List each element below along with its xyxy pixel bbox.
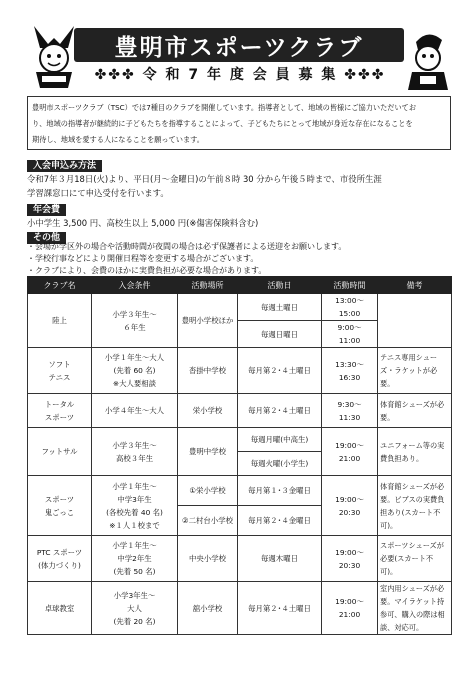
club-time: 13:00～ 15:00 — [322, 294, 378, 321]
table-header-row — [28, 277, 452, 294]
club-place: 豊明小学校ほか — [178, 294, 238, 348]
other-section-label: その他 — [27, 232, 66, 244]
club-condition: 小学3年生～ 大人 (先着 20 名) — [92, 582, 178, 635]
club-note — [378, 294, 452, 348]
samurai-helmet-mascot-icon — [28, 22, 80, 90]
other-line: ・クラブにより、会費のほかに実費負担が必要な場合があります。 — [27, 266, 267, 275]
club-condition: 小学３年生～ ６年生 — [92, 294, 178, 348]
club-note: ユニフォーム等の実費負担あり。 — [378, 428, 452, 476]
fee-line: 小中学生 3,500 円、高校生以上 5,000 円(※傷害保険料含む) — [27, 218, 259, 228]
club-condition: 小学４年生～大人 — [92, 394, 178, 428]
club-note: テニス専用シューズ・ラケットが必要。 — [378, 348, 452, 394]
club-day: 毎週月曜(中高生) — [238, 428, 322, 452]
club-day: 毎週火曜(小学生) — [238, 452, 322, 476]
club-place: ②二村台小学校 — [178, 506, 238, 536]
club-place: 豊明中学校 — [178, 428, 238, 476]
club-name: ソフト テニス — [28, 348, 92, 394]
col-header: クラブ名 — [28, 277, 92, 294]
club-place: 栄小学校 — [178, 394, 238, 428]
club-condition: 小学１年生～大人 (先着 60 名) ※大人要相談 — [92, 348, 178, 394]
club-name: フットサル — [28, 428, 92, 476]
fee-section-label: 年会費 — [27, 204, 66, 216]
club-day: 毎月第２･４土曜日 — [238, 394, 322, 428]
table-row — [28, 582, 452, 635]
club-place: 中央小学校 — [178, 536, 238, 582]
club-name: PTC スポーツ (体力づくり) — [28, 536, 92, 582]
col-header: 活動日 — [238, 277, 322, 294]
header — [0, 0, 476, 95]
club-time: 19:00～ 20:30 — [322, 476, 378, 536]
club-time: 9:30～ 11:30 — [322, 394, 378, 428]
mascot-character-icon — [398, 28, 458, 92]
apply-line: 学習課窓口にて申込受付を行います。 — [27, 188, 169, 198]
club-time: 19:00～ 20:30 — [322, 536, 378, 582]
club-time: 19:00～ 21:00 — [322, 428, 378, 476]
table-row — [28, 476, 452, 506]
page-title: 豊明市スポーツクラブ — [74, 28, 404, 62]
club-day: 毎月第２･４金曜日 — [238, 506, 322, 536]
club-condition: 小学３年生～ 高校３年生 — [92, 428, 178, 476]
col-header: 活動場所 — [178, 277, 238, 294]
club-place: 沓掛中学校 — [178, 348, 238, 394]
apply-section-label: 入会申込み方法 — [27, 160, 102, 172]
club-place: ①栄小学校 — [178, 476, 238, 506]
club-note: 室内用シューズが必要。マイラケット持参可、購入の際は相談、対応可。 — [378, 582, 452, 635]
club-name: 卓球教室 — [28, 582, 92, 635]
club-day: 毎週土曜日 — [238, 294, 322, 321]
club-time: 13:30～ 16:30 — [322, 348, 378, 394]
club-table — [27, 276, 452, 635]
club-day: 毎月第２･４土曜日 — [238, 582, 322, 635]
club-time: 19:00～ 21:00 — [322, 582, 378, 635]
col-header: 活動時間 — [322, 277, 378, 294]
table-row — [28, 536, 452, 582]
club-name: トータル スポーツ — [28, 394, 92, 428]
intro-line: 豊明市スポーツクラブ（TSC）では7種目のクラブを開催しています。指導者として、地域の皆様にご協力いただいてお — [32, 103, 417, 112]
club-day: 毎月第２･４土曜日 — [238, 348, 322, 394]
club-day: 毎週木曜日 — [238, 536, 322, 582]
club-time: 9:00～ 11:00 — [322, 321, 378, 348]
col-header: 入会条件 — [92, 277, 178, 294]
table-row — [28, 348, 452, 394]
intro-box — [27, 96, 451, 150]
club-note: 体育館シューズが必要。 — [378, 394, 452, 428]
other-line: ・会場が学区外の場合や活動時間が夜間の場合は必ず保護者による送迎をお願いします。 — [27, 242, 347, 251]
club-name: 陸上 — [28, 294, 92, 348]
intro-line: り、地域の指導者が継続的に子どもたちを指導することによって、子どもたちにとって地域が身近な存在になることを — [32, 119, 413, 128]
col-header: 備考 — [378, 277, 452, 294]
apply-line: 令和7年３月18日(火)より、平日(月～金曜日)の午前８時 30 分から午後５時まで、市役所生涯 — [27, 174, 382, 184]
club-condition: 小学１年生～ 中学3年生 (各校先着 40 名) ※１人１校まで — [92, 476, 178, 536]
club-name: スポーツ 鬼ごっこ — [28, 476, 92, 536]
club-condition: 小学１年生～ 中学2年生 (先着 50 名) — [92, 536, 178, 582]
club-place: 舘小学校 — [178, 582, 238, 635]
club-note: 体育館シューズが必要。ビブスの実費負担あり(スカート不可)。 — [378, 476, 452, 536]
intro-line: 期待し、地域を愛する人になることを願っています。 — [32, 135, 204, 144]
club-day: 毎週日曜日 — [238, 321, 322, 348]
table-row — [28, 428, 452, 452]
club-day: 毎月第１･３金曜日 — [238, 476, 322, 506]
page-subtitle: ✤✤✤ 令 和 7 年 度 会 員 募 集 ✤✤✤ — [94, 67, 386, 83]
other-line: ・学校行事などにより開催日程等を変更する場合がございます。 — [27, 254, 259, 263]
club-note: スポーツシューズが必要(スカート不可)。 — [378, 536, 452, 582]
table-row — [28, 394, 452, 428]
table-row — [28, 294, 452, 321]
